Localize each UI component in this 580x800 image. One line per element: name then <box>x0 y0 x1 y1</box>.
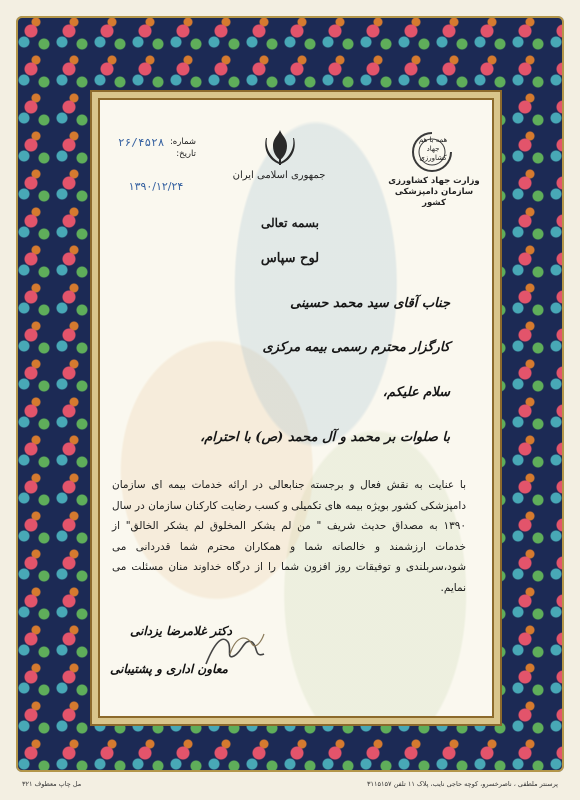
jahad-logo-text: همه با هم جهاد کشاورزی <box>418 136 448 162</box>
ministry-line-2: سازمان دامپزشکی کشور <box>394 187 474 208</box>
certificate-title: لوح سپاس <box>260 251 320 266</box>
ministry-name <box>384 176 484 209</box>
bismillah-heading: بسمه تعالی <box>260 216 320 230</box>
signer-name: دکتر غلامرضا یزدانی <box>130 624 232 638</box>
recipient-name: جناب آقای سید محمد حسینی <box>290 296 450 311</box>
signer-title: معاون اداری و پشتیبانی <box>110 662 228 676</box>
iran-emblem-icon <box>263 128 297 168</box>
reference-number: ۲۶/۴۵۲۸ <box>118 136 165 149</box>
reference-date: ۱۳۹۰/۱۲/۲۴ <box>128 180 184 193</box>
number-label: شماره: <box>169 137 196 147</box>
greeting: سلام علیکم، <box>382 385 450 400</box>
country-caption: جمهوری اسلامی ایران <box>232 170 326 181</box>
salutation: با صلوات بر محمد و آل محمد (ص) با احترام، <box>200 430 450 445</box>
recipient-position: کارگزار محترم رسمی بیمه مرکزی <box>262 340 450 355</box>
ministry-line-1: وزارت جهاد کشاورزی <box>388 176 480 186</box>
letter-body: با عنایت به نقش فعال و برجسته جنابعالی در ارائه خدمات بیمه ای سازمان دامپزشکی کشور بویژه بیمه های تکمیلی و کسب رضایت کارکنان سازمان در سال ۱۳۹۰ به مصداق حدیث شریف " من لم یشکر المخلوق لم یشکر الخالق" از خدمات ارزشمند و خالصانه شما و همکاران محترم شما قدردانی می شود،سربلندی و توفیقات روز افزون شما را از درگاه خداوند منان مسئلت می نمایم. <box>112 479 466 594</box>
date-label: تاریخ: <box>176 149 196 159</box>
printer-address: پرسنتر ملطفی ، ناصرخسرو، کوچه حاجی نایب، پلاک ۱۱ تلفن ۳۱۱۵۱۵۷ <box>367 780 558 788</box>
printer-code: مل چاپ معطوف ۳۲۱ <box>22 780 82 788</box>
